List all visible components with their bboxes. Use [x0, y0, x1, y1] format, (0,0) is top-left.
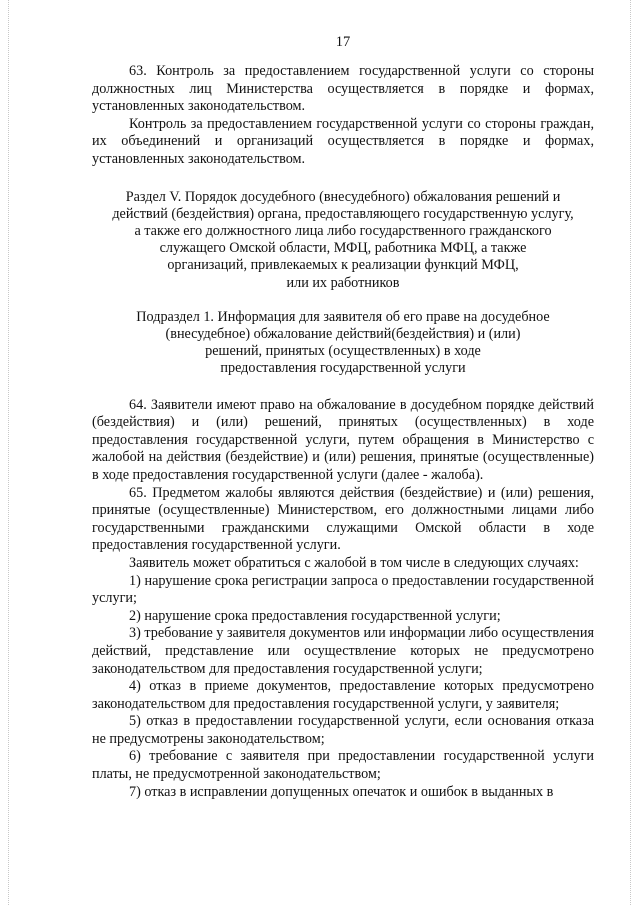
list-item-3: 3) требование у заявителя документов или информации либо осуществления действий, представление или осуществление которых не предусмотрено законодательством для предоставления государственной услуги;	[92, 625, 594, 677]
list-item-6: 6) требование с заявителя при предоставлении государственной услуги платы, не предусмотренной законодательством;	[92, 748, 594, 783]
subsection-heading-line: Подраздел 1. Информация для заявителя об его праве на досудебное	[136, 308, 550, 325]
page-number: 17	[335, 34, 351, 50]
subsection-heading-line: решений, принятых (осуществленных) в ходе	[205, 343, 481, 360]
section-heading-line: служащего Омской области, МФЦ, работника МФЦ, а также	[159, 240, 527, 257]
scan-edge-left	[8, 0, 10, 905]
list-item-7: 7) отказ в исправлении допущенных опечаток и ошибок в выданных в	[129, 783, 554, 800]
section-heading-line: организаций, привлекаемых к реализации функций МФЦ,	[167, 257, 519, 274]
list-item-4: 4) отказ в приеме документов, предоставление которых предусмотрено законодательством для предоставления государственной услуги, у заявителя;	[92, 678, 594, 712]
subsection-heading-line: предоставления государственной услуги	[220, 360, 466, 377]
document-body	[92, 63, 594, 801]
paragraph-control-citizens: Контроль за предоставлением государственной услуги со стороны граждан, их объединений и организаций осуществляется в порядке и формах, установленных законодательством.	[92, 115, 594, 167]
section-heading-line: Раздел V. Порядок досудебного (внесудебного) обжалования решений и	[125, 188, 561, 205]
scan-edge-right	[630, 0, 632, 905]
list-item-1: 1) нарушение срока регистрации запроса о предоставлении государственной услуги;	[92, 572, 594, 607]
paragraph-64: 64. Заявители имеют право на обжалование в досудебном порядке действий (бездействия) и (или) решений, принятых (осуществленных) в ходе предоставления государственной услуги, путем обращения в Министерство с жалобой на действия (бездействие) и (или) решения, принятые (осуществленные) в ходе предоставления государственной услуги (далее - жалоба).	[92, 396, 594, 483]
paragraph-63: 63. Контроль за предоставлением государственной услуги со стороны должностных лиц Министерства осуществляется в порядке и формах, установленных законодательством.	[92, 63, 594, 115]
list-item-2: 2) нарушение срока предоставления государственной услуги;	[129, 607, 501, 624]
paragraph-65: 65. Предметом жалобы являются действия (бездействие) и (или) решения, принятые (осуществленные) Министерством, его должностными лицами либо государственными гражданскими служащими Омской области в ходе предоставления государственной услуги.	[92, 484, 594, 554]
list-item-5: 5) отказ в предоставлении государственной услуги, если основания отказа не предусмотрены законодательством;	[92, 713, 594, 747]
section-heading-line: или их работников	[286, 274, 400, 291]
section-heading-line: а также его должностного лица либо государственного гражданского	[134, 222, 552, 239]
section-heading-line: действий (бездействия) органа, предоставляющего государственную услугу,	[112, 205, 574, 222]
subsection-heading	[92, 309, 594, 378]
paragraph-cases-intro: Заявитель может обратиться с жалобой в том числе в следующих случаях:	[129, 554, 579, 571]
section-heading	[92, 189, 594, 292]
subsection-heading-line: (внесудебное) обжалование действий(бездействия) и (или)	[165, 325, 521, 342]
